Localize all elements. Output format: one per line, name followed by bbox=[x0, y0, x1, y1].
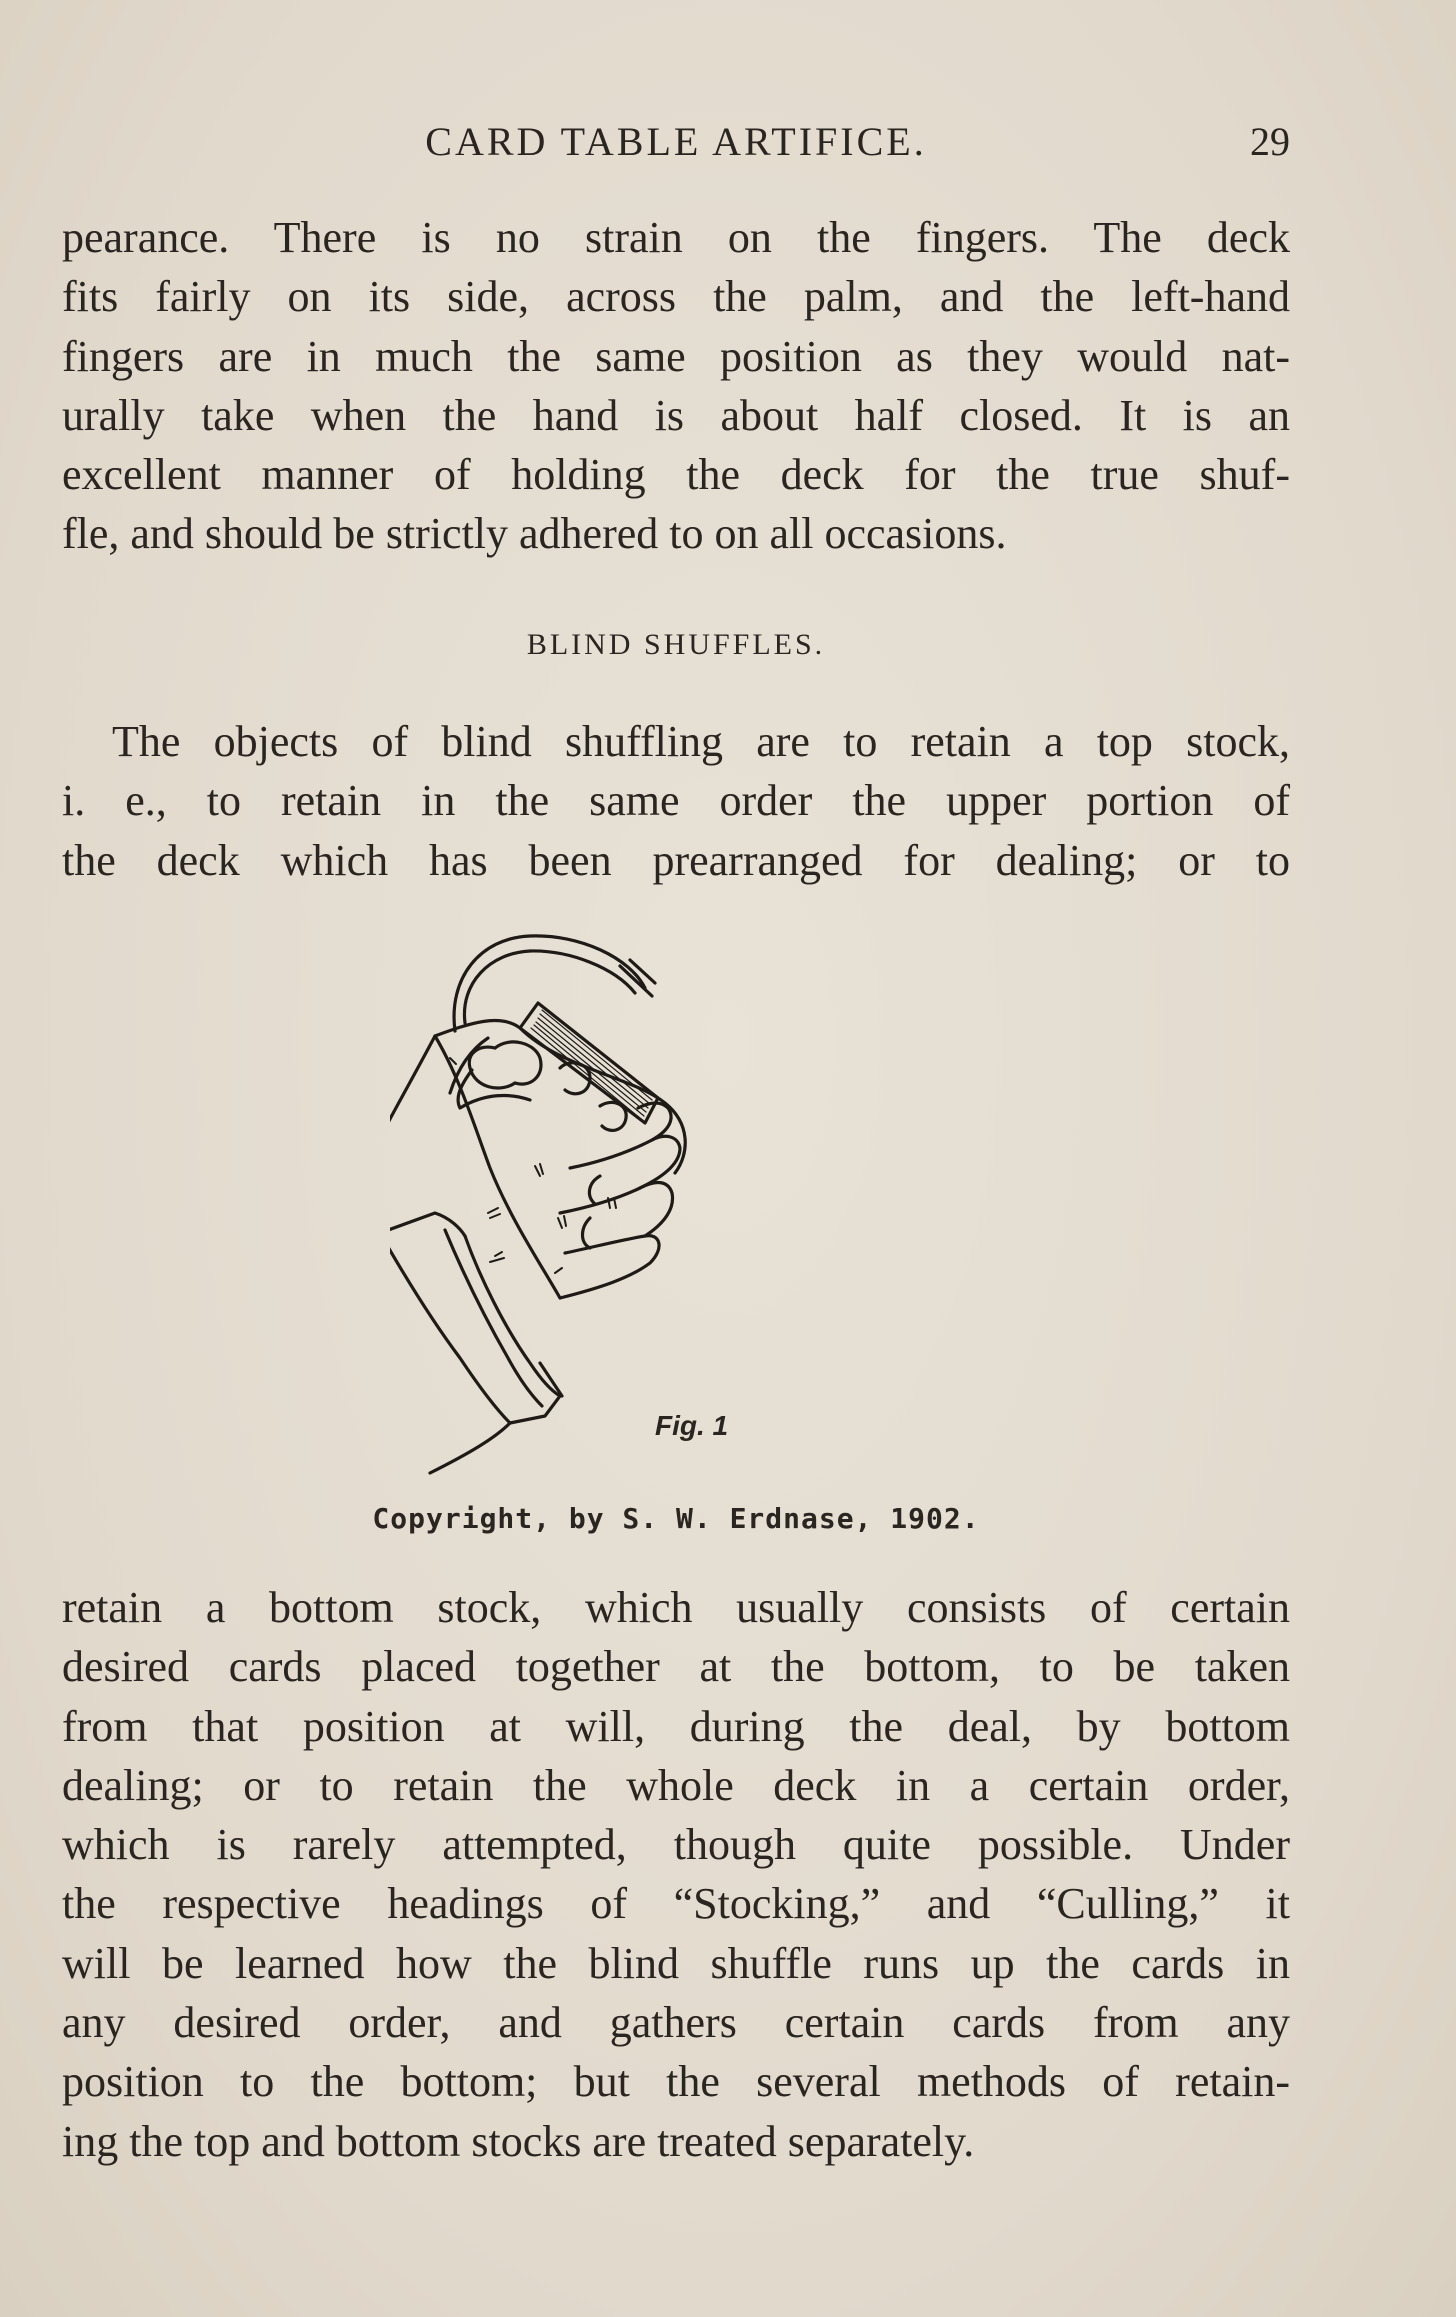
paragraph-3 bbox=[62, 1578, 1290, 2171]
text-line: the deck which has been prearranged for dealing; or to bbox=[62, 835, 1290, 885]
text-line: from that position at will, during the deal, by bottom bbox=[62, 1701, 1290, 1751]
text-line: fits fairly on its side, across the palm, and the left-hand bbox=[62, 272, 1290, 322]
text-line: will be learned how the blind shuffle runs up the cards in bbox=[62, 1938, 1290, 1988]
text-line: urally take when the hand is about half closed. It is an bbox=[62, 390, 1290, 440]
text-line: The objects of blind shuffling are to retain a top stock, bbox=[112, 717, 1290, 766]
page-number: 29 bbox=[1250, 119, 1290, 164]
text-line: retain a bottom stock, which usually consists of certain bbox=[62, 1583, 1290, 1632]
text-line: excellent manner of holding the deck for the true shuf- bbox=[62, 450, 1290, 500]
text-line: ing the top and bottom stocks are treated separately. bbox=[62, 2116, 975, 2166]
text-line: the respective headings of “Stocking,” and “Culling,” it bbox=[62, 1879, 1290, 1929]
running-head-title: CARD TABLE ARTIFICE. bbox=[425, 119, 927, 164]
text-line: pearance. There is no strain on the fingers. The deck bbox=[62, 213, 1290, 262]
text-line: any desired order, and gathers certain cards from any bbox=[62, 1998, 1290, 2048]
paragraph-1 bbox=[62, 208, 1290, 564]
text-line: fingers are in much the same position as they would nat- bbox=[62, 331, 1290, 381]
text-line: i. e., to retain in the same order the upper portion of bbox=[62, 776, 1290, 826]
text-line: desired cards placed together at the bottom, to be taken bbox=[62, 1642, 1290, 1692]
text-line: dealing; or to retain the whole deck in a certain order, bbox=[62, 1760, 1290, 1810]
figure-caption: Copyright, by S. W. Erdnase, 1902. bbox=[372, 1502, 980, 1535]
paragraph-2 bbox=[62, 712, 1290, 890]
figure-label: Fig. 1 bbox=[655, 1410, 729, 1441]
section-heading: BLIND SHUFFLES. bbox=[526, 628, 826, 661]
text-line: position to the bottom; but the several methods of retain- bbox=[62, 2057, 1290, 2107]
text-line: which is rarely attempted, though quite possible. Under bbox=[62, 1820, 1290, 1870]
running-head bbox=[62, 118, 1290, 168]
text-line: fle, and should be strictly adhered to on all occasions. bbox=[62, 509, 1007, 559]
